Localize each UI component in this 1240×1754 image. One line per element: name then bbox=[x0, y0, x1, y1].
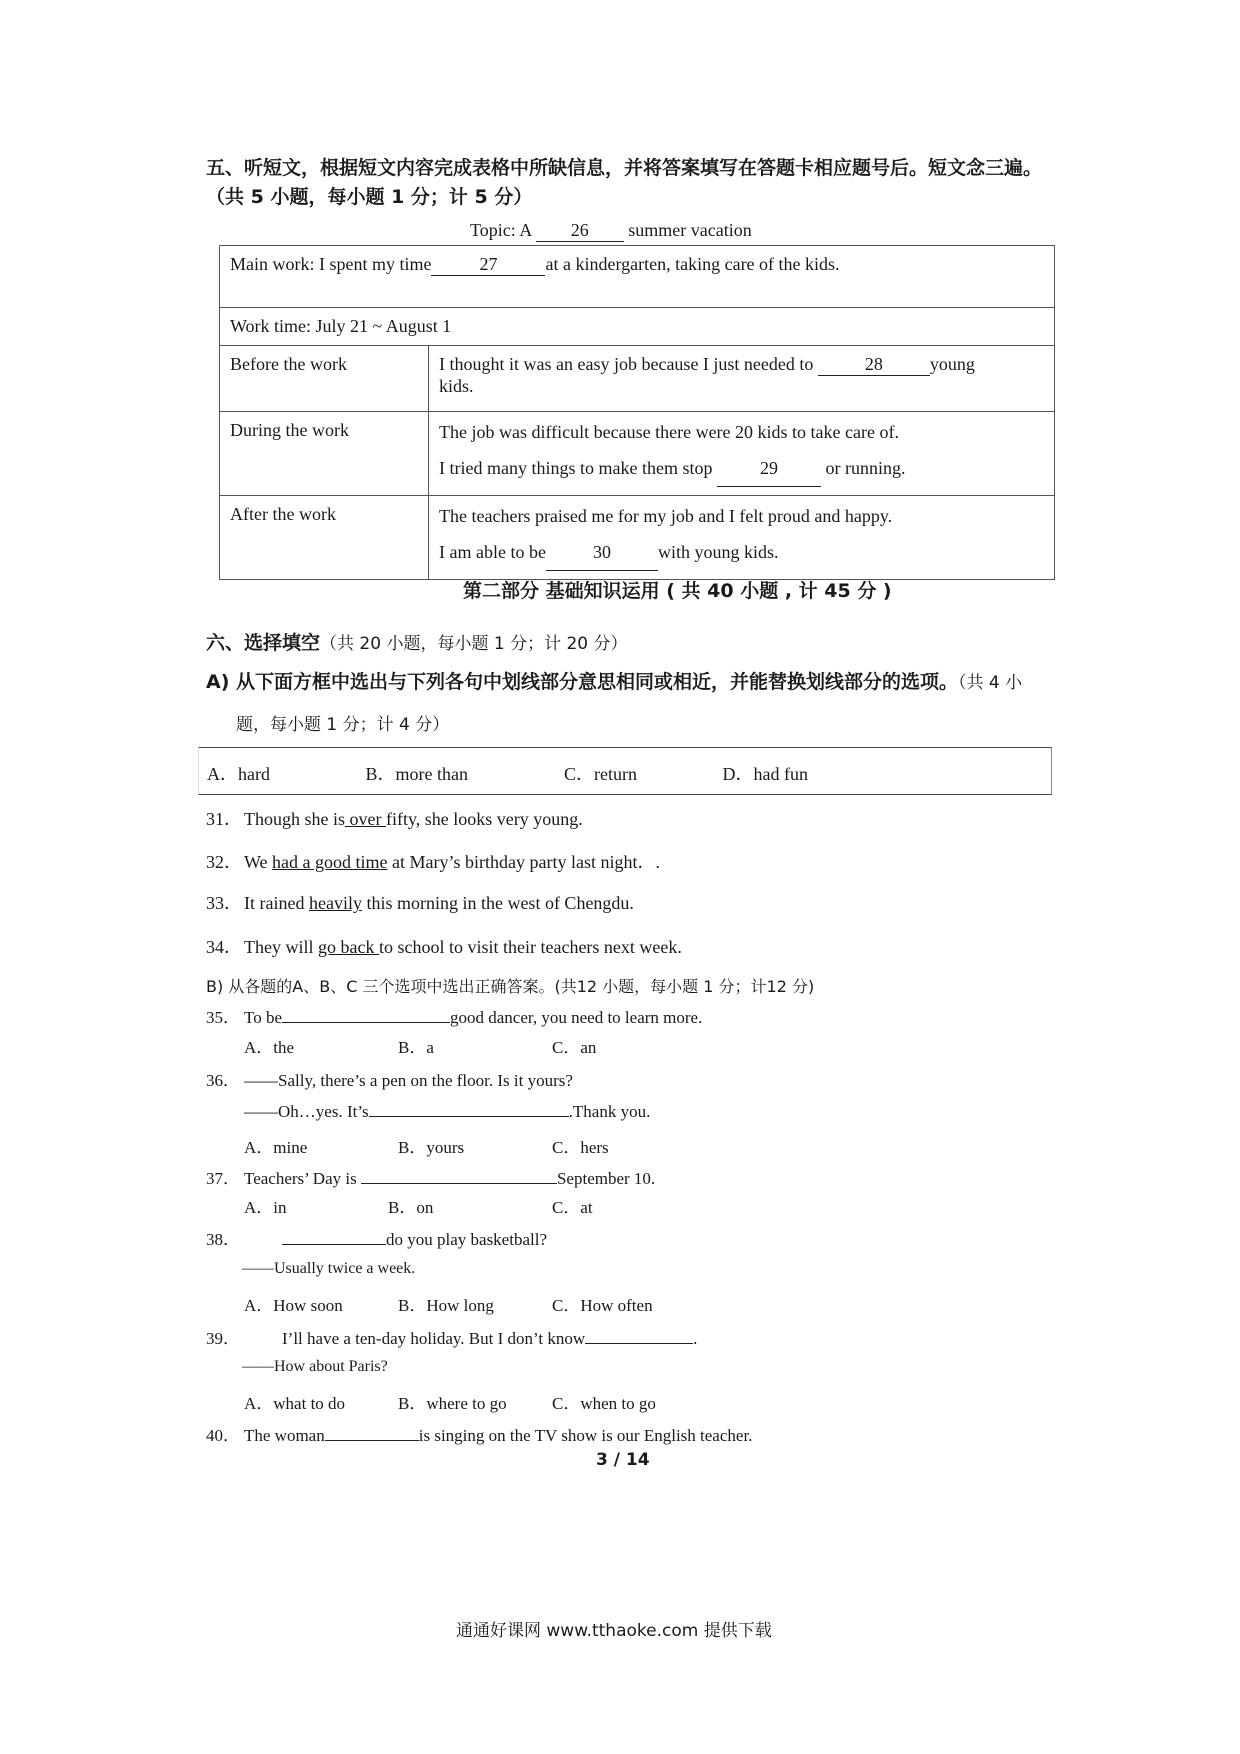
row-text: The teachers praised me for my job and I felt proud and happy. bbox=[439, 506, 893, 526]
question-36 bbox=[206, 1066, 573, 1091]
topic-prefix: Topic: A bbox=[470, 220, 532, 240]
row-content-after bbox=[429, 496, 1055, 580]
answer-blank bbox=[369, 1116, 569, 1117]
partA-instruction: A) 从下面方框中选出与下列各句中划线部分意思相同或相近，并能替换划线部分的选项。 bbox=[206, 671, 959, 693]
row-text: or running. bbox=[825, 458, 906, 478]
question-text: at Mary’s birthday party last night．. bbox=[387, 852, 660, 872]
question-text: . bbox=[693, 1329, 698, 1348]
blank-28: 28 bbox=[818, 354, 930, 376]
blank-30: 30 bbox=[546, 534, 658, 571]
question-text: To be bbox=[244, 1008, 282, 1027]
underlined-phrase: had a good time bbox=[272, 852, 388, 872]
question-number: 36． bbox=[206, 1071, 240, 1090]
q36-line2 bbox=[244, 1102, 650, 1122]
option: C．when to go bbox=[552, 1394, 656, 1413]
question-text: The woman bbox=[244, 1426, 325, 1445]
question-text: Teachers’ Day is bbox=[244, 1169, 361, 1188]
option: B．How long bbox=[398, 1296, 494, 1315]
question-text: good dancer, you need to learn more. bbox=[450, 1008, 703, 1027]
question-number: 31． bbox=[206, 809, 242, 829]
row-content-before bbox=[429, 346, 1055, 412]
option: C．an bbox=[552, 1038, 597, 1057]
main-work-cell bbox=[220, 246, 1055, 308]
underlined-phrase: over bbox=[345, 809, 386, 829]
box-option: C．return bbox=[564, 764, 637, 784]
row-label: Before the work bbox=[230, 354, 347, 374]
question-text: is singing on the TV show is our English teacher. bbox=[418, 1426, 753, 1445]
work-time: Work time: July 21 ~ August 1 bbox=[230, 316, 452, 336]
question-number: 39． bbox=[206, 1329, 240, 1348]
partB-instruction: B) 从各题的A、B、C 三个选项中选出正确答案。(共12 小题，每小题 1 分；计12 分) bbox=[206, 977, 815, 996]
question-37 bbox=[206, 1164, 655, 1189]
option: A．the bbox=[244, 1038, 295, 1057]
row-label-after bbox=[220, 496, 429, 580]
question-39 bbox=[206, 1324, 697, 1349]
row-text: young bbox=[929, 354, 975, 374]
question-text: ——Oh…yes. It’s bbox=[244, 1102, 369, 1121]
question-40 bbox=[206, 1421, 752, 1446]
box-option: D．had fun bbox=[722, 764, 808, 784]
question-35 bbox=[206, 1003, 702, 1028]
question-text: It rained bbox=[244, 893, 309, 913]
topic-blank-26: 26 bbox=[536, 220, 624, 242]
q35-options bbox=[244, 1033, 596, 1058]
row-text: with young kids. bbox=[657, 542, 779, 562]
options-box bbox=[198, 747, 1052, 795]
topic-line bbox=[470, 220, 752, 242]
answer-blank bbox=[585, 1343, 693, 1344]
question-text: this morning in the west of Chengdu. bbox=[361, 893, 634, 913]
section6-heading-note: （共 20 小题，每小题 1 分；计 20 分） bbox=[320, 634, 628, 654]
main-work-blank-27: 27 bbox=[431, 254, 545, 276]
option: A．How soon bbox=[244, 1296, 343, 1315]
row-text: I am able to be bbox=[439, 542, 546, 562]
question-number: 37． bbox=[206, 1169, 240, 1188]
partA-line1 bbox=[206, 667, 1022, 694]
row-label-before bbox=[220, 346, 429, 412]
question-number: 34． bbox=[206, 937, 242, 957]
question-34 bbox=[206, 933, 682, 959]
section6-heading-line bbox=[206, 628, 628, 655]
option: B．a bbox=[398, 1038, 434, 1057]
row-label-during bbox=[220, 412, 429, 496]
q39-reply: ——How about Paris? bbox=[242, 1358, 388, 1375]
option: B．on bbox=[388, 1198, 434, 1217]
answer-blank bbox=[325, 1440, 419, 1441]
row-content-during bbox=[429, 412, 1055, 496]
question-text: We bbox=[244, 852, 273, 872]
question-text: ——Sally, there’s a pen on the floor. Is it yours? bbox=[244, 1071, 573, 1090]
row-label: During the work bbox=[230, 420, 349, 440]
partA-note: （共 4 小 bbox=[958, 673, 1023, 693]
question-text: fifty, she looks very young. bbox=[385, 809, 583, 829]
option: A．what to do bbox=[244, 1394, 346, 1413]
section5-heading: 五、听短文，根据短文内容完成表格中所缺信息，并将答案填写在答题卡相应题号后。短文念三遍。 bbox=[206, 157, 1043, 179]
row-text: I thought it was an easy job because I just needed to bbox=[439, 354, 814, 374]
part2-title: 第二部分 基础知识运用 ( 共 40 小题 , 计 45 分 ) bbox=[463, 580, 892, 602]
blank-29: 29 bbox=[717, 450, 821, 487]
footer-text: 通通好课网 www.tthaoke.com 提供下载 bbox=[456, 1621, 772, 1641]
q36-options bbox=[244, 1133, 609, 1158]
main-work-prefix: Main work: I spent my time bbox=[230, 254, 432, 274]
answer-blank bbox=[282, 1022, 450, 1023]
option: B．where to go bbox=[398, 1394, 507, 1413]
question-number: 33． bbox=[206, 893, 242, 913]
option: C．hers bbox=[552, 1138, 609, 1157]
question-text: to school to visit their teachers next week. bbox=[378, 937, 682, 957]
question-text: I’ll have a ten-day holiday. But I don’t know bbox=[282, 1329, 586, 1348]
question-number: 32． bbox=[206, 852, 242, 872]
question-text: .Thank you. bbox=[568, 1102, 651, 1121]
question-text: September 10. bbox=[556, 1169, 656, 1188]
q37-options bbox=[244, 1193, 593, 1218]
underlined-phrase: go back bbox=[318, 937, 379, 957]
question-32 bbox=[206, 848, 660, 874]
option: C．How often bbox=[552, 1296, 653, 1315]
topic-suffix: summer vacation bbox=[628, 220, 752, 240]
row-text: The job was difficult because there were 20 kids to take care of. bbox=[439, 422, 899, 442]
q38-options bbox=[244, 1291, 653, 1316]
option: A．mine bbox=[244, 1138, 308, 1157]
answer-blank bbox=[361, 1183, 557, 1184]
option: A．in bbox=[244, 1198, 287, 1217]
question-text: They will bbox=[244, 937, 318, 957]
listening-table bbox=[219, 245, 1055, 580]
option: B．yours bbox=[398, 1138, 465, 1157]
section6-heading: 六、选择填空 bbox=[206, 632, 321, 654]
question-number: 40． bbox=[206, 1426, 240, 1445]
row-text: I tried many things to make them stop bbox=[439, 458, 713, 478]
underlined-phrase: heavily bbox=[308, 893, 362, 913]
question-number: 38． bbox=[206, 1230, 240, 1249]
row-text: kids. bbox=[439, 376, 474, 396]
question-text: Though she is bbox=[244, 809, 345, 829]
main-work-suffix: at a kindergarten, taking care of the kids. bbox=[545, 254, 840, 274]
box-option: A．hard bbox=[207, 764, 270, 784]
answer-blank bbox=[282, 1244, 386, 1245]
question-text: do you play basketball? bbox=[386, 1230, 547, 1249]
question-33 bbox=[206, 889, 634, 915]
work-time-cell bbox=[220, 308, 1055, 346]
q39-options bbox=[244, 1389, 656, 1414]
row-label: After the work bbox=[230, 504, 336, 524]
q38-reply: ——Usually twice a week. bbox=[242, 1260, 416, 1277]
section5-subheading: （共 5 小题，每小题 1 分；计 5 分） bbox=[206, 186, 533, 208]
page-number: 3 / 14 bbox=[596, 1450, 650, 1470]
question-31 bbox=[206, 805, 583, 831]
partA-line2: 题，每小题 1 分；计 4 分） bbox=[236, 715, 450, 735]
box-option: B．more than bbox=[365, 764, 468, 784]
option: C．at bbox=[552, 1198, 593, 1217]
question-number: 35． bbox=[206, 1008, 240, 1027]
question-38 bbox=[206, 1225, 547, 1250]
